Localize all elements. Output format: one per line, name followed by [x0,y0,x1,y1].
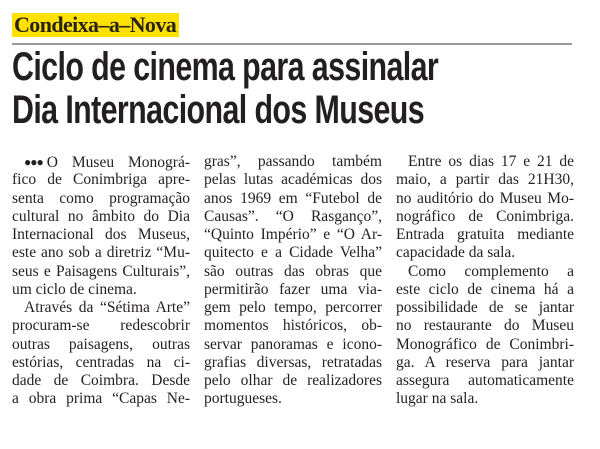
headline-line: Dia Internacional dos Museus [12,88,425,132]
text-line: grafias diversas, retratadas [204,353,382,371]
text-line: nográfico de Conimbriga. [396,207,574,225]
text-line: maio, a partir das 21H30, [396,171,574,189]
text-line: lugar na sala. [396,390,479,408]
text-line: são outras das obras que [204,262,382,280]
text-line: Como complemento a [408,262,574,280]
text-line: pelo olhar de realizadores [204,372,382,389]
headline [12,46,600,132]
text-line: momentos históricos, ob- [204,317,382,335]
text-line: no auditório do Museu Mo- [396,189,574,207]
text-line: Monográfico de Conimbri- [396,335,574,353]
text-line: Através da “Sétima Arte” [24,299,190,316]
text-line: portugueses. [204,390,282,408]
text-line: no restaurante do Museu [396,317,574,335]
article-column-3 [396,153,574,409]
text-line: anos 1969 em “Futebol de [204,189,382,207]
text-line: a obra prima “Capas Ne- [12,390,190,408]
text-line: Entre os dias 17 e 21 de [408,153,574,170]
text-line: assegura automaticamente [396,372,574,389]
text-line: Entrada gratuita mediante [396,226,574,243]
article-column-2 [204,153,382,409]
text-line: possibilidade de se jantar [396,299,574,316]
text-line: gem pelo tempo, percorrer [204,299,382,316]
text-line: senta como programação [12,189,190,207]
text-line: quitecto e a Cidade Velha” [204,244,382,262]
text-line: ga. A reserva para jantar [396,353,574,371]
text-line: outras paisagens, outras [12,335,190,353]
text-line: procuram-se redescobrir [12,317,190,335]
text-line: permitirão fazer uma via- [204,280,382,298]
text-line: pelas lutas académicas dos [204,171,382,189]
text-span: O Museu Monográ- [46,154,190,171]
text-line: Internacional dos Museus, [12,226,190,243]
text-line: seus e Paisagens Culturais”, [12,262,190,280]
article-column-1 [12,153,190,409]
text-line: “Quinto Império” e “O Ar- [204,226,382,243]
text-line: dade de Coimbra. Desde [12,372,190,389]
text-line: gras”, passando também [204,153,382,170]
text-line: Causas”. “O Rasganço”, [204,207,382,225]
text-line: um ciclo de cinema. [12,280,137,298]
text-line: cultural no âmbito do Dia [12,207,190,225]
text-line: capacidade da sala. [396,244,516,262]
text-line: fico de Conimbriga apre- [12,171,190,189]
headline-line: Ciclo de cinema para assinalar [12,45,439,89]
text-line: servar panoramas e icono- [204,335,382,353]
section-kicker: Condeixa–a–Nova [12,13,179,37]
text-line: estórias, centradas na ci- [12,353,190,371]
lead-marker-icon: ●●● [24,155,43,169]
text-line: este ciclo de cinema há a [396,280,574,298]
text-line [12,153,190,171]
text-line: este ano sob a diretriz “Mu- [12,244,190,262]
